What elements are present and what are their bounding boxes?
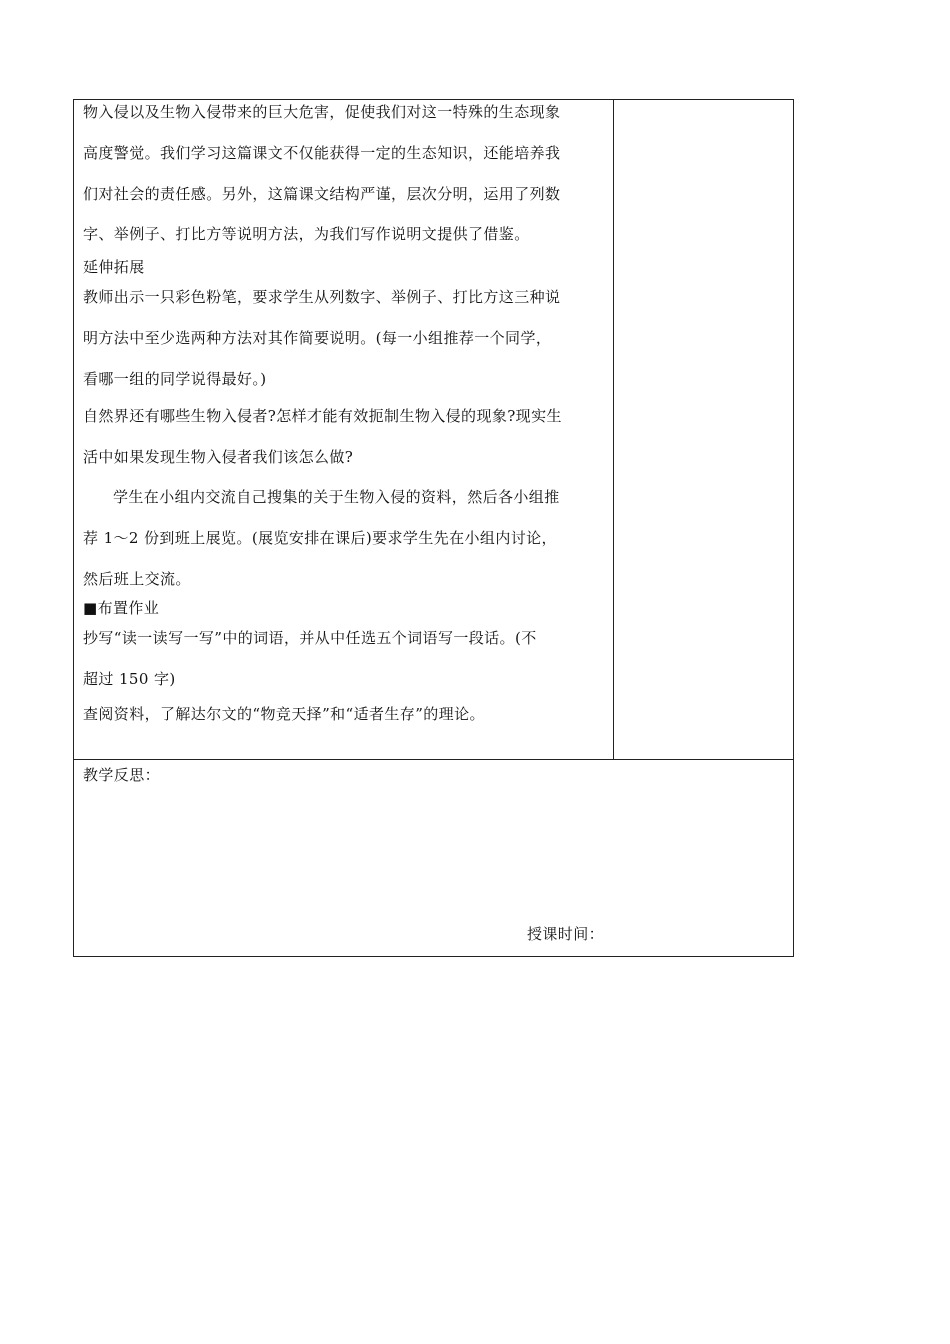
homework-heading: ■布置作业 (83, 599, 160, 617)
text-line: 学生在小组内交流自己搜集的关于生物入侵的资料，然后各小组推 (113, 488, 560, 506)
text-line: 物入侵以及生物入侵带来的巨大危害，促使我们对这一特殊的生态现象 (83, 103, 561, 121)
text-line: 活中如果发现生物入侵者我们该怎么做? (83, 448, 354, 466)
research-line: 查阅资料，了解达尔文的“物竞天择”和“适者生存”的理论。 (83, 705, 485, 723)
class-time-label: 授课时间： (527, 925, 605, 943)
text-line: 荐 1～2 份到班上展览。(展览安排在课后)要求学生先在小组内讨论， (83, 529, 557, 547)
text-line: 然后班上交流。 (83, 570, 191, 588)
content-row (74, 100, 794, 760)
text-line: 抄写“读一读写一写”中的词语，并从中任选五个词语写一段话。(不 (83, 629, 537, 647)
summary-paragraph (83, 92, 607, 253)
extension-heading: 延伸拓展 (83, 258, 145, 276)
text-line: 教师出示一只彩色粉笔，要求学生从列数字、举例子、打比方这三种说 (83, 288, 561, 306)
notes-cell (613, 100, 793, 760)
text-line: 自然界还有哪些生物入侵者?怎样才能有效扼制生物入侵的现象?现实生 (83, 407, 562, 425)
activity-paragraph (83, 477, 607, 600)
question-paragraph (83, 396, 607, 478)
text-line: 字、举例子、打比方等说明方法，为我们写作说明文提供了借鉴。 (83, 225, 530, 243)
text-line: 明方法中至少选两种方法对其作简要说明。(每一小组推荐一个同学， (83, 329, 552, 347)
lesson-content (74, 92, 613, 732)
text-line: 看哪一组的同学说得最好。) (83, 370, 267, 388)
text-line: 们对社会的责任感。另外，这篇课文结构严谨，层次分明，运用了列数 (83, 185, 561, 203)
lesson-content-cell (74, 100, 614, 760)
homework-paragraph (83, 618, 607, 700)
lesson-plan-table (73, 99, 794, 957)
text-line: 高度警觉。我们学习这篇课文不仅能获得一定的生态知识，还能培养我 (83, 144, 561, 162)
text-line: 超过 150 字) (83, 670, 176, 688)
reflection-row (74, 760, 794, 957)
reflection-cell (74, 760, 794, 957)
reflection-label: 教学反思： (83, 766, 161, 784)
extension-paragraph (83, 277, 607, 400)
